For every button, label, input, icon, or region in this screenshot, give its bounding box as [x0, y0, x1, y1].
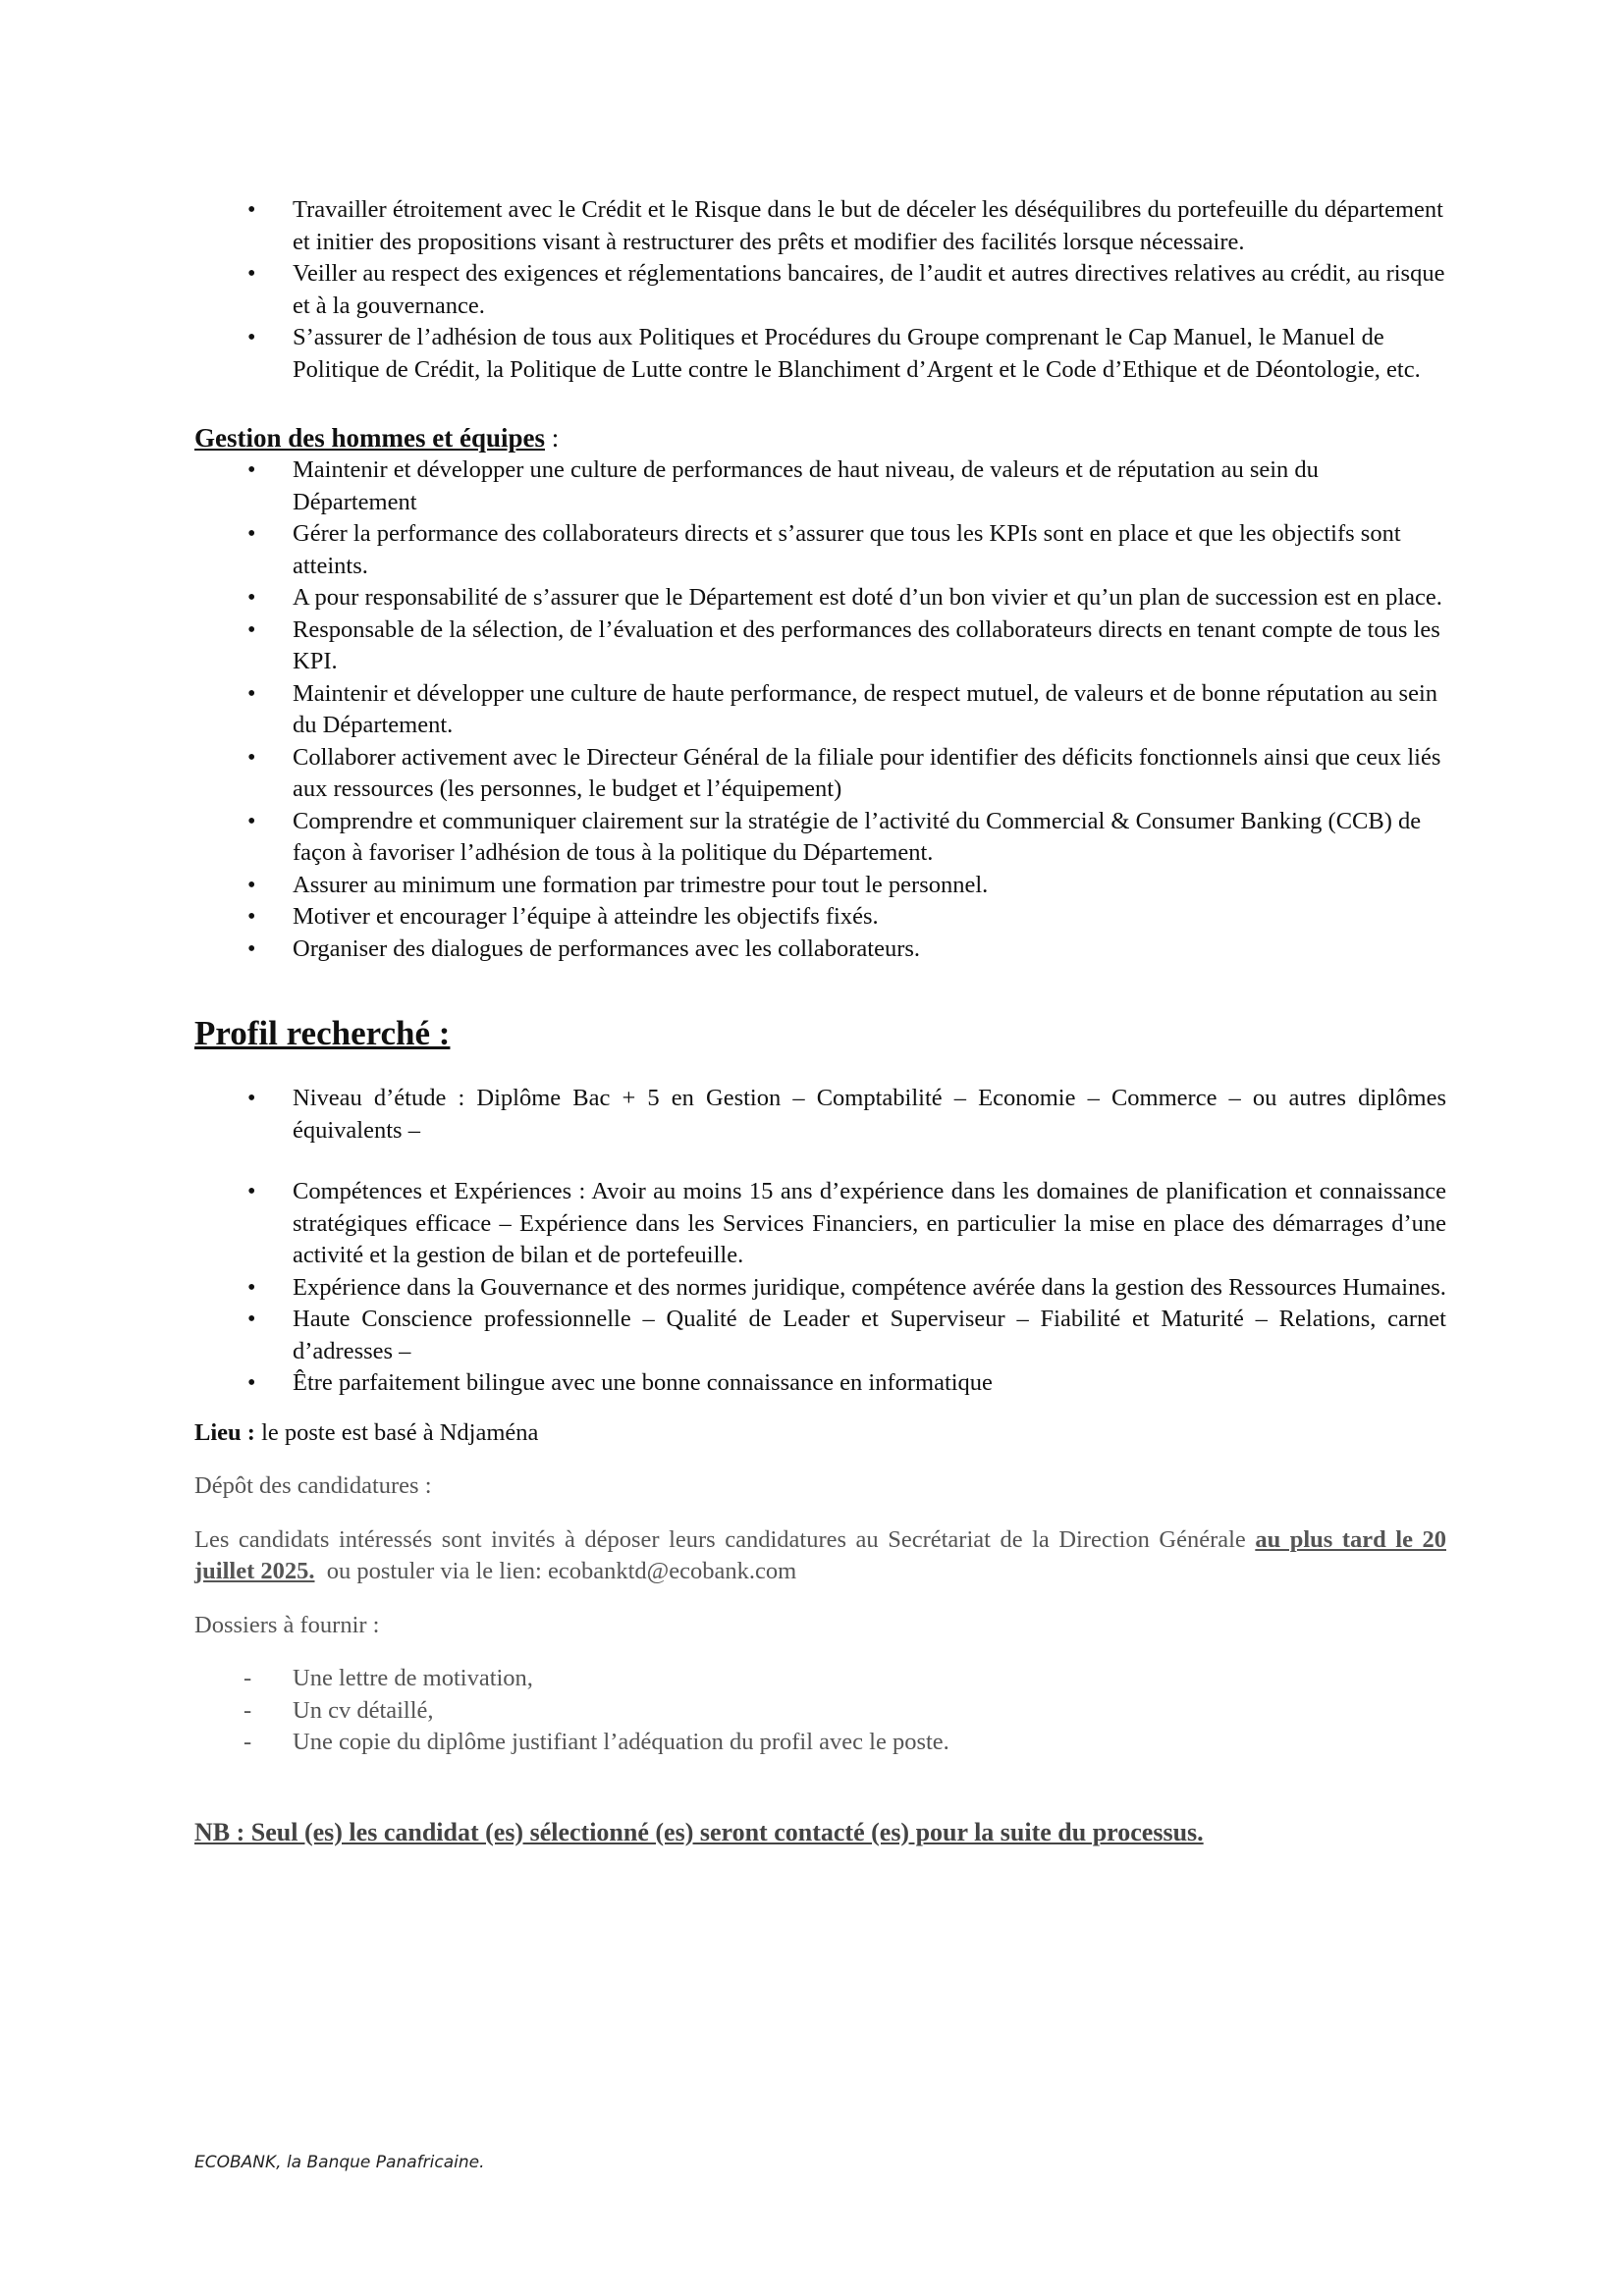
list-item: • Être parfaitement bilingue avec une bonne connaissance en informatique [194, 1367, 1446, 1400]
bullet-icon: • [247, 1307, 256, 1332]
list-item: - Une copie du diplôme justifiant l’adéquation du profil avec le poste. [194, 1727, 1446, 1759]
bullet-icon: • [247, 1179, 256, 1204]
management-heading: Gestion des hommes et équipes : [194, 423, 560, 453]
bullet-icon: • [247, 680, 256, 707]
profile-heading: Profil recherché : [194, 1014, 451, 1052]
nb-note: NB : Seul (es) les candidat (es) sélectionné (es) seront contacté (es) pour la suite du processus. [194, 1817, 1204, 1846]
bullet-icon: • [247, 744, 256, 771]
application-heading: Dépôt des candidatures : [194, 1472, 432, 1499]
list-item: • Maintenir et développer une culture de performances de haut niveau, de valeurs et de réputation au sein du Département [247, 456, 1319, 515]
list-item: • Haute Conscience professionnelle – Qualité de Leader et Superviseur – Fiabilité et Maturité – Relations, carnet d’adresses – [247, 1306, 1446, 1364]
bullet-icon: • [247, 197, 256, 223]
list-item: • Compétences et Expériences : Avoir au moins 15 ans d’expérience dans les domaines de planification et connaissance stratégiques efficace – Expérience dans les Services Financiers, en particulier la mise en place des démarrages d’une activité et la gestion de bilan et de portefeuille. [247, 1178, 1446, 1268]
bullet-icon: • [247, 872, 256, 898]
bullet-icon: • [247, 261, 256, 287]
list-item: • S’assurer de l’adhésion de tous aux Politiques et Procédures du Groupe comprenant le Cap Manuel, le Manuel de Politique de Crédit, la Politique de Lutte contre le Blanchiment d’Argent et le Code d’Ethique et de Déontologie, etc. [247, 324, 1421, 383]
page-footer: ECOBANK, la Banque Panafricaine. [194, 2153, 485, 2172]
list-item: • Niveau d’étude : Diplôme Bac + 5 en Gestion – Comptabilité – Economie – Commerce – ou autres diplômes équivalents – [247, 1085, 1446, 1144]
responsibilities-list [194, 194, 1446, 386]
list-item: • Collaborer activement avec le Directeur Général de la filiale pour identifier des déficits fonctionnels ainsi que ceux liés aux ressources (les personnes, le budget et l’équipement) [247, 743, 1441, 802]
documents-list [194, 1663, 1446, 1759]
bullet-icon: • [247, 325, 256, 350]
bullet-icon: • [247, 1274, 256, 1301]
bullet-icon: • [247, 521, 256, 547]
list-item: • A pour responsabilité de s’assurer que le Département est doté d’un bon vivier et qu’un plan de succession est en place. [194, 582, 1446, 614]
list-item: • Travailler étroitement avec le Crédit et le Risque dans le but de déceler les déséquilibres du portefeuille du département et initier des propositions visant à restructurer des prêts et modifier des facilités lorsque nécessaire. [247, 196, 1443, 255]
list-item: • Responsable de la sélection, de l’évaluation et des performances des collaborateurs directs en tenant compte de tous les KPI. [247, 615, 1440, 674]
list-item: • Assurer au minimum une formation par trimestre pour tout le personnel. [194, 870, 1446, 902]
management-list [194, 454, 1446, 965]
document-body [194, 194, 1446, 1849]
bullet-icon: • [247, 616, 256, 643]
application-deadline: au plus tard le 20 juillet 2025. [194, 1525, 1446, 1584]
list-item: - Une lettre de motivation, [194, 1663, 1446, 1695]
bullet-icon: • [247, 585, 256, 611]
dash-icon: - [244, 1665, 252, 1691]
bullet-icon: • [247, 808, 256, 834]
location-line: Lieu : le poste est basé à Ndjaména [194, 1418, 539, 1446]
list-item: • Veiller au respect des exigences et réglementations bancaires, de l’audit et autres directives relatives au crédit, au risque et à la gouvernance. [247, 260, 1445, 319]
dash-icon: - [244, 1729, 252, 1755]
list-item: • Motiver et encourager l’équipe à atteindre les objectifs fixés. [194, 901, 1446, 934]
list-item: • Gérer la performance des collaborateurs directs et s’assurer que tous les KPIs sont en place et que les objectifs sont atteints. [247, 520, 1401, 579]
bullet-icon: • [247, 935, 256, 962]
application-text: Les candidats intéressés sont invités à déposer leurs candidatures au Secrétariat de la Direction Générale au plus tard le 20 juillet 2025. ou postuler via le lien: ecobanktd@ecobank.com [194, 1525, 1446, 1584]
profile-list [194, 1083, 1446, 1400]
list-item: • Organiser des dialogues de performances avec les collaborateurs. [194, 934, 1446, 966]
list-item: • Comprendre et communiquer clairement sur la stratégie de l’activité du Commercial & Consumer Banking (CCB) de façon à favoriser l’adhésion de tous à la politique du Département. [247, 807, 1422, 866]
list-item: - Un cv détaillé, [194, 1695, 1446, 1728]
list-item: • Expérience dans la Gouvernance et des normes juridique, compétence avérée dans la gestion des Ressources Humaines. [194, 1272, 1446, 1305]
bullet-icon: • [247, 1086, 256, 1111]
dash-icon: - [244, 1696, 252, 1724]
bullet-icon: • [247, 457, 256, 483]
bullet-icon: • [247, 1370, 256, 1396]
list-item: • Maintenir et développer une culture de haute performance, de respect mutuel, de valeurs et de bonne réputation au sein du Département. [247, 679, 1437, 738]
bullet-icon: • [247, 904, 256, 930]
documents-heading: Dossiers à fournir : [194, 1611, 380, 1638]
